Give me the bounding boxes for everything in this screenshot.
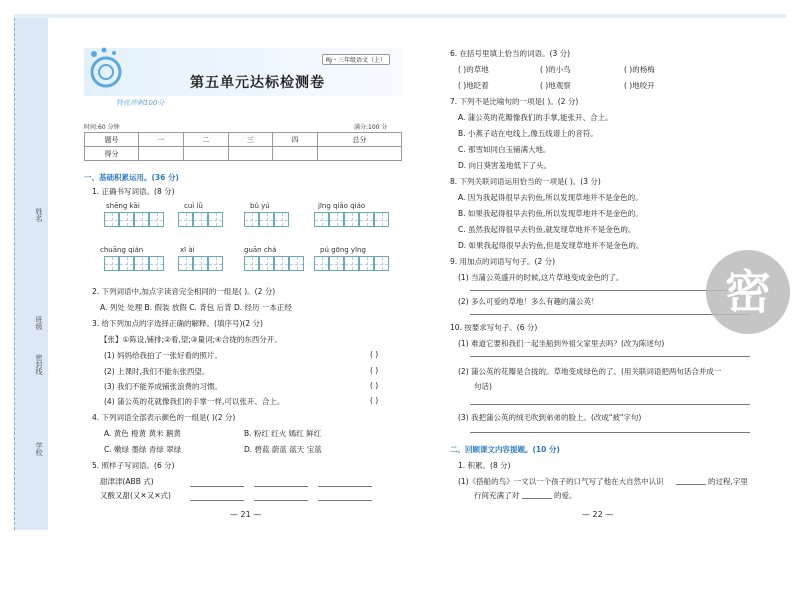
swirl-logo-icon <box>86 46 126 94</box>
option-a: A. 黄色 橙黄 黄米 鹅黄 <box>104 429 181 438</box>
question-s1-1: (1)《搭船的鸟》一文以一个孩子的口气写了他在大自然中认识 <box>458 477 664 486</box>
option-d: D. 碧蓝 蔚蓝 蓝天 宝蓝 <box>244 445 322 454</box>
time-limit: 时间:60 分钟 <box>84 124 120 131</box>
question-3: 3. 给下列加点的字选择正确的解释。(填序号)(2 分) <box>92 319 263 328</box>
option: C. 那雪如同白玉铺满大地。 <box>458 145 551 154</box>
answer-boxes[interactable] <box>244 256 304 271</box>
seal-line-label: 密封线 <box>35 354 43 375</box>
answer-paren[interactable]: ( ) <box>370 396 379 405</box>
question-10: 10. 按要求写句子。(6 分) <box>450 323 538 332</box>
option-b: B. 粉红 红火 嫣红 鲜红 <box>244 429 322 438</box>
pinyin: jīng qiǎo qiáo <box>318 202 366 210</box>
question-3-item: (3) 我们不能养成铺张浪费的习惯。 <box>104 382 223 391</box>
pinyin: xī ài <box>180 246 195 254</box>
answer-paren[interactable]: ( ) <box>370 350 379 359</box>
question-2-options: A. 列处 处理 B. 假装 放假 C. 背包 后背 D. 经历 一本正经 <box>100 303 292 312</box>
score-cell: 四 <box>273 133 318 147</box>
answer-boxes[interactable] <box>178 256 223 271</box>
section-1-heading: 一、基础积累运用。(36 分) <box>84 173 179 182</box>
option: A. 蒲公英的花瓣像我们的手掌,能张开、合上。 <box>458 113 613 122</box>
question-9-1: (1) 当蒲公英盛开的时候,这片草地变成金色的了。 <box>458 273 624 282</box>
question-3-item: (4) 蒲公英的花就像我们的手掌一样,可以张开、合上。 <box>104 397 285 406</box>
question-8: 8. 下列关联词语运用恰当的一项是( )。(3 分) <box>450 177 601 186</box>
name-label: 姓名 <box>35 208 43 222</box>
page-number-left: — 21 — <box>230 510 262 519</box>
score-input[interactable] <box>183 147 228 161</box>
score-cell: 得分 <box>85 147 139 161</box>
question-10-2-cont: 句话) <box>474 382 492 391</box>
question-5-b: 又酸又甜(又✕又✕式) <box>100 491 171 500</box>
answer-boxes[interactable] <box>104 212 164 227</box>
pinyin: chuāng qián <box>100 246 144 254</box>
score-input[interactable] <box>139 147 184 161</box>
answer-boxes[interactable] <box>244 212 289 227</box>
question-3-definitions: 【张】①陈设,铺排;②看,望;③量词;④合拢的东西分开。 <box>100 335 282 344</box>
blank-item[interactable]: ( )的小鸟 <box>540 65 571 74</box>
question-9-2: (2) 多么可爱的草地！多么有趣的蒲公英！ <box>458 297 599 306</box>
question-1: 1. 正确书写词语。(8 分) <box>92 187 175 196</box>
section-2-heading: 二、回顾课文内容提题。(10 分) <box>450 445 560 454</box>
school-label: 学校 <box>35 442 43 456</box>
answer-boxes[interactable] <box>178 212 223 227</box>
grade-badge: RJ・三年级语文（上） <box>322 54 390 65</box>
top-border <box>14 14 786 18</box>
answer-paren[interactable]: ( ) <box>370 366 379 375</box>
answer-paren[interactable]: ( ) <box>370 381 379 390</box>
option: B. 小燕子站在电线上,像五线谱上的音符。 <box>458 129 598 138</box>
score-cell: 二 <box>183 133 228 147</box>
option: A. 因为我起得很早去钓鱼,所以发现草地并不是金色的。 <box>458 193 643 202</box>
score-cell: 题号 <box>85 133 139 147</box>
option: B. 如果我起得很早去钓鱼,所以发现草地并不是金色的。 <box>458 209 643 218</box>
score-cell: 一 <box>139 133 184 147</box>
answer-boxes[interactable] <box>314 212 389 227</box>
question-2: 2. 下列词语中,加点字读音完全相同的一组是( )。(2 分) <box>92 287 276 296</box>
question-s1: 1. 积累。(8 分) <box>458 461 511 470</box>
blank-item[interactable]: ( )的草地 <box>458 65 489 74</box>
question-5-a: 甜津津(ABB 式) <box>100 477 154 486</box>
score-input[interactable] <box>318 147 402 161</box>
option: D. 如果我起得很早去钓鱼,但是发现草地并不是金色的。 <box>458 241 644 250</box>
answer-boxes[interactable] <box>314 256 389 271</box>
answer-boxes[interactable] <box>104 256 164 271</box>
question-3-item: (1) 妈妈给我拍了一张好看的照片。 <box>104 351 223 360</box>
full-score: 满分:100 分 <box>354 124 388 131</box>
question-5: 5. 照样子写词语。(6 分) <box>92 461 175 470</box>
score-input[interactable] <box>273 147 318 161</box>
question-s1-1-c: 行间充满了对 <box>474 491 519 500</box>
question-4: 4. 下列词语全部表示颜色的一组是( )(2 分) <box>92 413 236 422</box>
option: C. 虽然我起得很早去钓鱼,就发现草地并不是金色的。 <box>458 225 636 234</box>
question-s1-1-b: 的过程,字里 <box>708 477 748 486</box>
score-cell: 总分 <box>318 133 402 147</box>
page-title: 第五单元达标检测卷 <box>190 75 325 91</box>
pinyin: guān chá <box>244 246 277 254</box>
question-9: 9. 用加点的词语写句子。(2 分) <box>450 257 556 266</box>
question-3-item: (2) 上课时,我们不能东张西望。 <box>104 367 210 376</box>
question-s1-1-d: 的爱。 <box>554 491 577 500</box>
score-input[interactable] <box>228 147 273 161</box>
blank-item[interactable]: ( )地观察 <box>540 81 571 90</box>
question-10-2: (2) 蒲公英的花瓣是合拢的。草地变成绿色的了。(用关联词语把两句话合并成一 <box>458 367 722 376</box>
question-10-1: (1) 难道它要和我们一起坐船到外祖父家里去吗？(改为陈述句) <box>458 339 665 348</box>
option-c: C. 嫩绿 墨绿 青绿 翠绿 <box>104 445 182 454</box>
score-cell: 三 <box>228 133 273 147</box>
question-6: 6. 在括号里填上恰当的词语。(3 分) <box>450 49 571 58</box>
pinyin: bǔ yú <box>250 202 270 210</box>
pinyin: pú gōng yīng <box>320 246 366 254</box>
option: D. 向日葵害羞地低下了头。 <box>458 161 552 170</box>
class-label: 班级 <box>35 316 43 330</box>
blank-item[interactable]: ( )地咬开 <box>624 81 655 90</box>
page-number-right: — 22 — <box>582 510 614 519</box>
blank-item[interactable]: ( )地眨着 <box>458 81 489 90</box>
pinyin: shēng kāi <box>106 202 140 210</box>
pinyin: cuì lǜ <box>184 202 203 210</box>
subtitle: 特优冲刺100分 <box>116 99 165 107</box>
blank-item[interactable]: ( )的杨梅 <box>624 65 655 74</box>
score-table <box>84 132 402 161</box>
seal-stamp-icon: 密 <box>706 250 790 334</box>
question-10-3: (3) 我把蒲公英的绒毛吹到弟弟的脸上。(改成"被"字句) <box>458 413 642 422</box>
question-7: 7. 下列不是比喻句的一项是( )。(2 分) <box>450 97 579 106</box>
